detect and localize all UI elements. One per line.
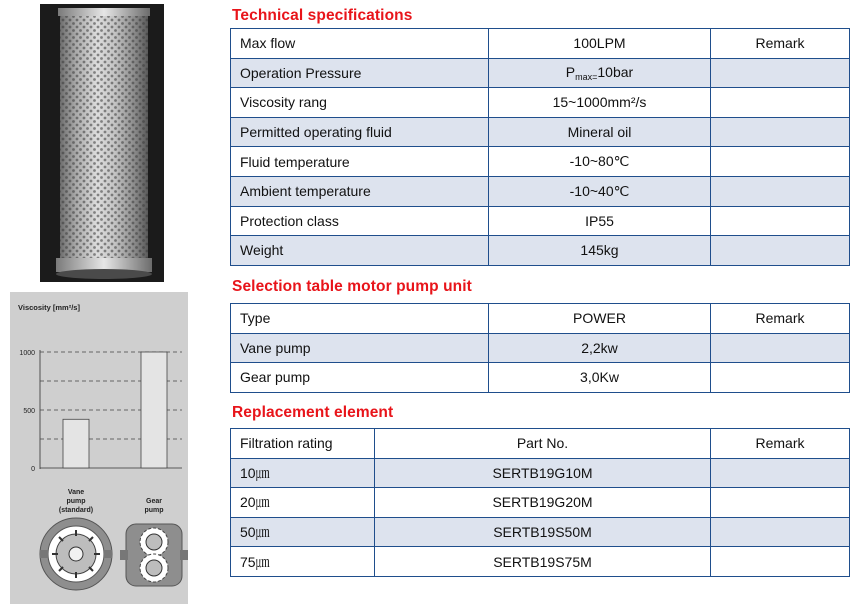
table-row [231,517,850,547]
type-header: Type [231,304,489,334]
power-header: POWER [489,304,711,334]
motor-pump-title: Selection table motor pump unit [232,278,472,295]
pressure-symbol: P [565,63,576,80]
remark-cell [711,147,850,177]
y-tick-0: 0 [31,466,35,473]
remark-cell [711,117,850,147]
gear-label-1: Gear [146,498,162,505]
tech-specs-title: Technical specifications [232,7,413,24]
remark-cell [711,547,850,577]
chart-title: Viscosity [mm²/s] [18,303,80,312]
remark-header: Remark [711,304,850,334]
spec-value: IP55 [489,206,711,236]
pressure-value [489,58,711,88]
table-row [231,206,850,236]
table-row [231,117,850,147]
remark-cell [711,363,850,393]
filtration-rating: 20㎛ [231,488,375,518]
pressure-subscript: max= [575,71,598,82]
part-number: SERTB19S75M [375,547,711,577]
remark-cell [711,333,850,363]
spec-value: 15~1000mm²/s [489,88,711,118]
gear-pump-bar [141,352,167,468]
gear-label-2: pump [144,507,164,514]
spec-value: -10~40℃ [489,176,711,206]
spec-label: Viscosity rang [231,88,489,118]
remark-cell [711,488,850,518]
remark-cell [711,458,850,488]
filtration-rating: 50㎛ [231,517,375,547]
vane-label-1: Vane [67,489,85,496]
max-flow-value: 100LPM [489,29,711,59]
spec-label: Protection class [231,206,489,236]
part-header: Part No. [375,429,711,459]
table-row [231,547,850,577]
spec-label: Permitted operating fluid [231,117,489,147]
motor-pump-table [230,303,850,393]
filtration-rating: 10㎛ [231,458,375,488]
replacement-table [230,428,850,577]
vane-label-2: pump [66,498,86,505]
spec-value: -10~80℃ [489,147,711,177]
spec-label: Operation Pressure [231,58,489,88]
filter-element-photo [40,4,164,282]
remark-cell [711,517,850,547]
table-row [231,488,850,518]
replacement-title: Replacement element [232,404,394,421]
table-row [231,236,850,266]
table-row [231,429,850,459]
table-row [231,333,850,363]
table-row [231,58,850,88]
pump-type: Gear pump [231,363,489,393]
y-tick-500: 500 [23,408,35,415]
part-number: SERTB19G10M [375,458,711,488]
table-row [231,29,850,59]
spec-value: Mineral oil [489,117,711,147]
table-row [231,88,850,118]
spec-label: Weight [231,236,489,266]
part-number: SERTB19G20M [375,488,711,518]
pump-type: Vane pump [231,333,489,363]
table-row [231,363,850,393]
gear-pump-diagram [120,524,188,586]
max-flow-label: Max flow [231,29,489,59]
remark-cell [711,58,850,88]
remark-cell [711,176,850,206]
spec-value: 145kg [489,236,711,266]
pump-power: 3,0Kw [489,363,711,393]
table-row [231,176,850,206]
viscosity-chart [10,292,188,604]
filtration-rating: 75㎛ [231,547,375,577]
vane-pump-diagram [40,518,112,590]
spec-label: Fluid temperature [231,147,489,177]
spec-label: Ambient temperature [231,176,489,206]
remark-header: Remark [711,429,850,459]
tech-specs-table [230,28,850,266]
remark-cell [711,206,850,236]
remark-cell [711,88,850,118]
vane-pump-bar [63,419,89,468]
pressure-number: 10bar [597,63,634,80]
pump-power: 2,2kw [489,333,711,363]
table-row [231,304,850,334]
y-tick-1000: 1000 [19,350,35,357]
remark-cell [711,236,850,266]
vane-label-3: (standard) [58,507,94,514]
table-row [231,147,850,177]
part-number: SERTB19S50M [375,517,711,547]
remark-header: Remark [711,29,850,59]
rating-header: Filtration rating [231,429,375,459]
table-row [231,458,850,488]
